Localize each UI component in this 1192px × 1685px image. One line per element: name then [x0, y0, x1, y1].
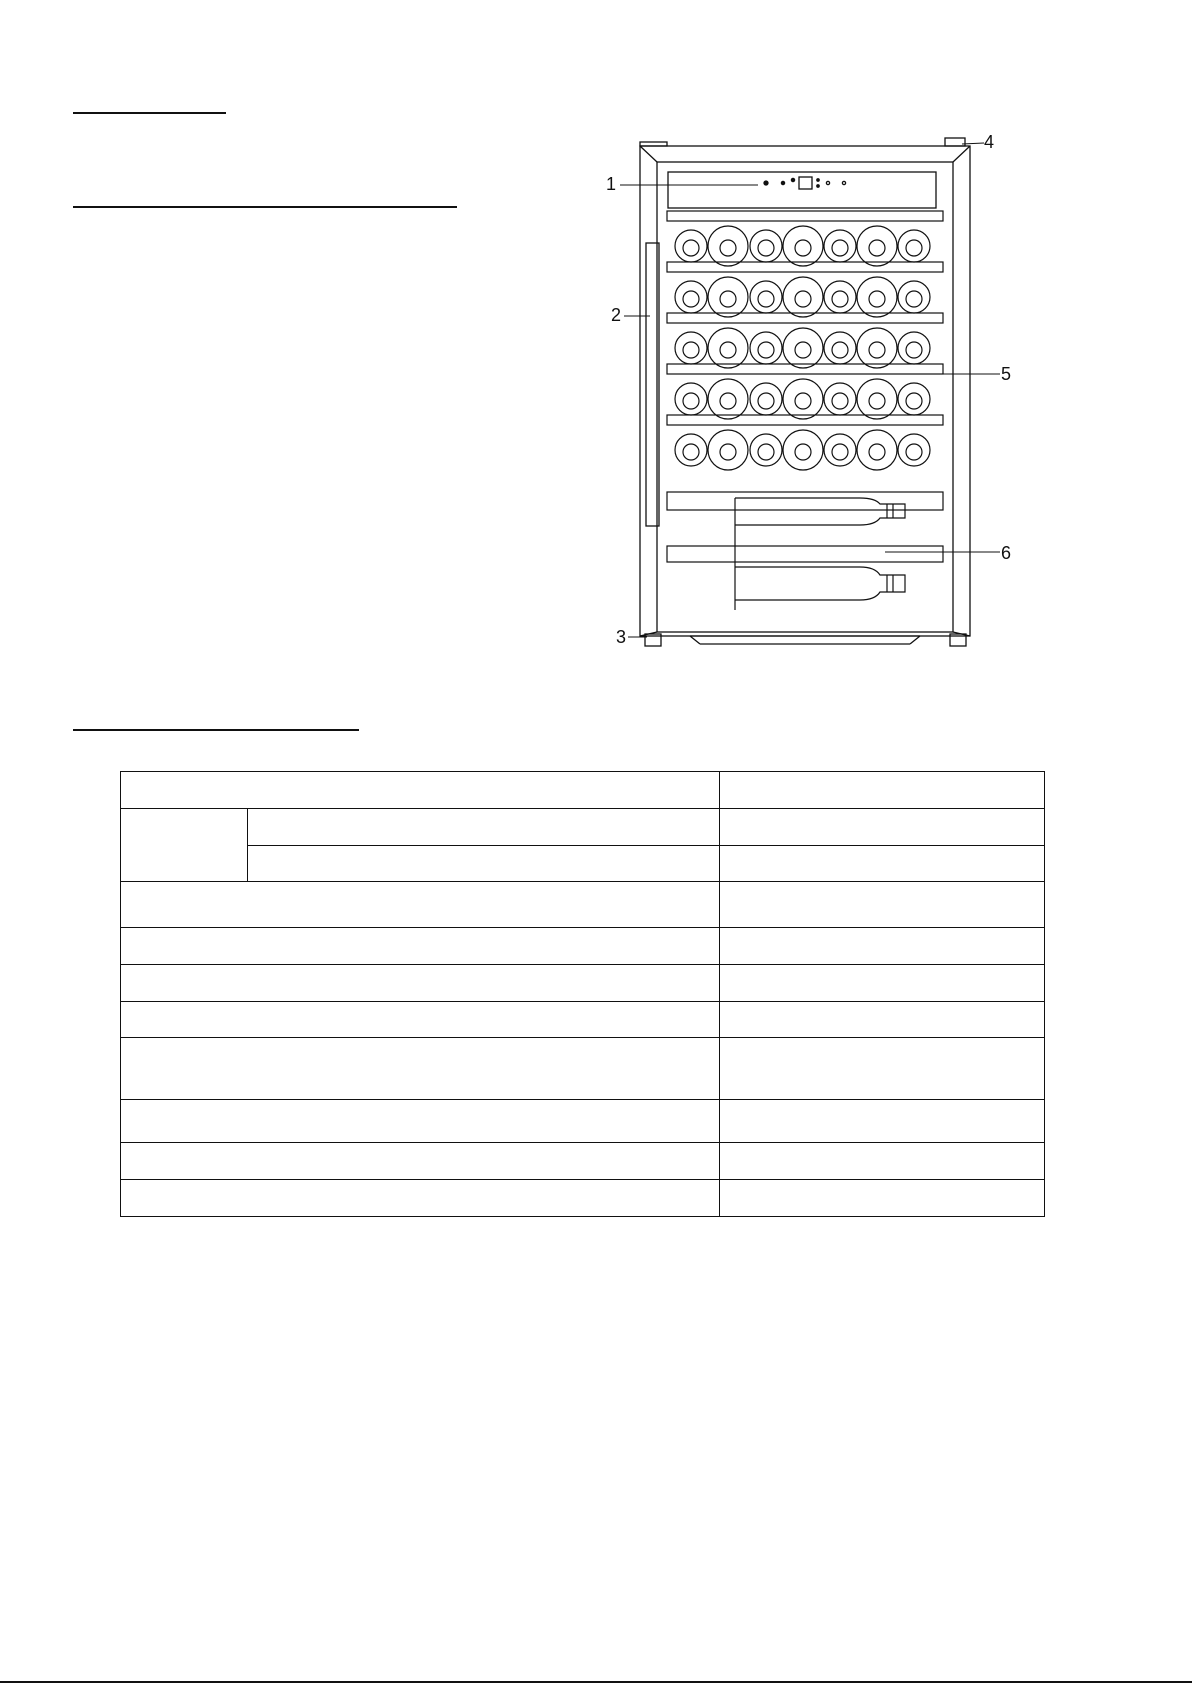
bottle-end	[708, 277, 748, 317]
spec-value	[720, 927, 1045, 964]
bottle-neck	[758, 444, 774, 460]
bottle-neck	[906, 393, 922, 409]
bottle-end	[783, 430, 823, 470]
spec-label	[121, 964, 720, 1001]
bottle-neck	[832, 240, 848, 256]
bottle-end	[857, 379, 897, 419]
bottle-end	[750, 281, 782, 313]
shelf-rail	[667, 364, 943, 374]
spec-label	[121, 1180, 720, 1217]
spec-value	[720, 845, 1045, 882]
bottle-end	[675, 230, 707, 262]
bottle-neck	[832, 291, 848, 307]
callout-5: 5	[1001, 364, 1012, 384]
spec-label	[121, 772, 720, 809]
heading-underline-1	[73, 112, 226, 114]
bottle-neck	[869, 444, 885, 460]
bottle-neck	[832, 444, 848, 460]
bottle-neck	[906, 342, 922, 358]
bottle-end	[857, 226, 897, 266]
bottle-neck	[869, 240, 885, 256]
shelf-group	[667, 211, 943, 470]
top-hinge-left	[640, 142, 667, 146]
callout-1: 1	[606, 174, 617, 194]
wine-cooler-diagram	[600, 120, 1050, 660]
bottle-neck	[758, 291, 774, 307]
spec-label	[121, 1143, 720, 1180]
bottom-shelf-rail	[667, 492, 943, 510]
bottle-neck	[683, 393, 699, 409]
bottle-neck	[720, 342, 736, 358]
bottle-end	[708, 379, 748, 419]
shelf-rail	[667, 313, 943, 323]
bottle-end	[898, 383, 930, 415]
spec-value	[720, 772, 1045, 809]
callout-6: 6	[1001, 543, 1012, 563]
bottle-neck	[795, 291, 811, 307]
spec-label	[121, 927, 720, 964]
bottle-neck	[683, 240, 699, 256]
spec-value	[720, 1143, 1045, 1180]
bottle-neck	[795, 240, 811, 256]
specification-table	[120, 771, 1044, 1217]
bottle-end	[750, 332, 782, 364]
bottle-neck	[720, 393, 736, 409]
bottle-end	[750, 230, 782, 262]
spec-label	[121, 1038, 720, 1100]
bottle-end	[857, 328, 897, 368]
shelf-rail	[667, 211, 943, 221]
bottle-neck	[869, 342, 885, 358]
display-window	[799, 177, 812, 189]
heading-underline-3	[73, 729, 359, 731]
bottle-end	[675, 383, 707, 415]
bottle-end	[898, 281, 930, 313]
bottle-end	[675, 332, 707, 364]
bottle-end	[783, 379, 823, 419]
bottle-end	[824, 383, 856, 415]
bottle-end	[824, 332, 856, 364]
bottle-neck	[795, 444, 811, 460]
bottle-end	[750, 383, 782, 415]
bottle-neck	[906, 444, 922, 460]
bottle-end	[783, 277, 823, 317]
spec-value	[720, 1038, 1045, 1100]
shelf-rail	[667, 415, 943, 425]
bottle-neck	[683, 291, 699, 307]
spec-value	[720, 964, 1045, 1001]
bottle-end	[898, 230, 930, 262]
spec-label	[121, 1001, 720, 1038]
bottle-neck	[683, 444, 699, 460]
bottle-neck	[795, 342, 811, 358]
bottle-end	[898, 434, 930, 466]
bottle-end	[675, 434, 707, 466]
callout-2: 2	[611, 305, 622, 325]
bottle-end	[708, 226, 748, 266]
bottle-end	[857, 430, 897, 470]
bottle-neck	[906, 291, 922, 307]
bottle-end	[824, 281, 856, 313]
spec-value	[720, 1180, 1045, 1217]
spec-sublabel	[248, 808, 720, 845]
bottle-end	[824, 230, 856, 262]
spec-group-label	[121, 808, 248, 882]
spec-value	[720, 882, 1045, 927]
bottle-end	[708, 430, 748, 470]
bottle-end	[898, 332, 930, 364]
bottle-end	[824, 434, 856, 466]
bottle-lying-1	[735, 498, 905, 525]
bottle-end	[675, 281, 707, 313]
bottle-lying-2	[735, 567, 905, 600]
bottom-divider	[667, 546, 943, 562]
bottle-neck	[869, 291, 885, 307]
bottle-neck	[906, 240, 922, 256]
spec-label	[121, 1100, 720, 1143]
bottle-neck	[832, 393, 848, 409]
bottle-end	[750, 434, 782, 466]
bottle-neck	[758, 393, 774, 409]
bottle-end	[857, 277, 897, 317]
spec-sublabel	[248, 845, 720, 882]
bottle-neck	[720, 291, 736, 307]
spec-value	[720, 1001, 1045, 1038]
bottle-end	[708, 328, 748, 368]
spec-value	[720, 1100, 1045, 1143]
bottle-neck	[720, 444, 736, 460]
spec-label	[121, 882, 720, 927]
bottle-end	[783, 226, 823, 266]
heading-underline-2	[73, 206, 457, 208]
bottle-end	[783, 328, 823, 368]
bottle-neck	[683, 342, 699, 358]
bottle-neck	[832, 342, 848, 358]
shelf-rail	[667, 262, 943, 272]
base-grille	[690, 636, 920, 644]
callout-4: 4	[984, 132, 995, 152]
page-bottom-rule	[0, 1681, 1192, 1683]
spec-value	[720, 808, 1045, 845]
bottle-neck	[795, 393, 811, 409]
bottle-neck	[758, 240, 774, 256]
bottle-neck	[758, 342, 774, 358]
top-hinge-right	[945, 138, 965, 146]
bottle-neck	[720, 240, 736, 256]
bottle-neck	[869, 393, 885, 409]
callout-3: 3	[616, 627, 627, 647]
